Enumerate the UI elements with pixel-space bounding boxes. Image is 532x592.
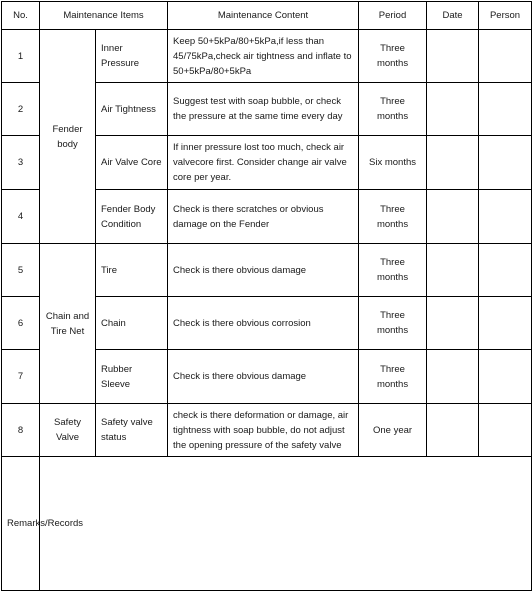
row-date-cell[interactable] xyxy=(427,297,479,350)
header-maintenance-items: Maintenance Items xyxy=(40,2,168,30)
header-maintenance-content: Maintenance Content xyxy=(168,2,359,30)
table-row xyxy=(2,404,532,457)
maintenance-table xyxy=(1,1,532,591)
header-no: No. xyxy=(2,2,40,30)
row-item: Tire xyxy=(96,244,168,297)
row-item: Chain xyxy=(96,297,168,350)
row-person-cell[interactable] xyxy=(479,244,532,297)
header-period: Period xyxy=(359,2,427,30)
group-chain-and-tire-net: Chain and Tire Net xyxy=(40,244,96,404)
group-safety-valve: Safety Valve xyxy=(40,404,96,457)
row-item: Air Tightness xyxy=(96,83,168,136)
row-no: 7 xyxy=(2,350,40,404)
row-date-cell[interactable] xyxy=(427,190,479,244)
group-fender-body: Fender body xyxy=(40,30,96,244)
row-period: Three months xyxy=(359,297,427,350)
row-item: Rubber Sleeve xyxy=(96,350,168,404)
row-content: Check is there obvious damage xyxy=(168,350,359,404)
header-row xyxy=(2,2,532,30)
row-no: 6 xyxy=(2,297,40,350)
remarks-label: Remarks/Records xyxy=(2,457,40,591)
row-date-cell[interactable] xyxy=(427,136,479,190)
table-row xyxy=(2,30,532,83)
row-item: Air Valve Core xyxy=(96,136,168,190)
row-period: One year xyxy=(359,404,427,457)
row-person-cell[interactable] xyxy=(479,190,532,244)
row-period: Three months xyxy=(359,30,427,83)
row-item: Inner Pressure xyxy=(96,30,168,83)
row-date-cell[interactable] xyxy=(427,404,479,457)
row-period: Six months xyxy=(359,136,427,190)
row-period: Three months xyxy=(359,83,427,136)
row-content: Check is there scratches or obvious damage on the Fender xyxy=(168,190,359,244)
row-no: 3 xyxy=(2,136,40,190)
row-content: check is there deformation or damage, air tightness with soap bubble, do not adjust the opening pressure of the safety valve xyxy=(168,404,359,457)
header-date: Date xyxy=(427,2,479,30)
remarks-row xyxy=(2,457,532,591)
row-content: Keep 50+5kPa/80+5kPa,if less than 45/75kPa,check air tightness and inflate to 50+5kPa/80+5kPa xyxy=(168,30,359,83)
row-person-cell[interactable] xyxy=(479,83,532,136)
row-person-cell[interactable] xyxy=(479,404,532,457)
row-no: 8 xyxy=(2,404,40,457)
row-period: Three months xyxy=(359,350,427,404)
row-person-cell[interactable] xyxy=(479,297,532,350)
row-no: 2 xyxy=(2,83,40,136)
row-person-cell[interactable] xyxy=(479,350,532,404)
remarks-records-field[interactable] xyxy=(40,457,532,591)
row-content: Check is there obvious corrosion xyxy=(168,297,359,350)
table-row xyxy=(2,244,532,297)
row-item: Safety valve status xyxy=(96,404,168,457)
row-date-cell[interactable] xyxy=(427,350,479,404)
row-no: 5 xyxy=(2,244,40,297)
row-date-cell[interactable] xyxy=(427,244,479,297)
row-content: If inner pressure lost too much, check air valvecore first. Consider change air valve core per year. xyxy=(168,136,359,190)
row-item: Fender Body Condition xyxy=(96,190,168,244)
row-no: 4 xyxy=(2,190,40,244)
row-date-cell[interactable] xyxy=(427,83,479,136)
row-content: Check is there obvious damage xyxy=(168,244,359,297)
row-period: Three months xyxy=(359,190,427,244)
row-no: 1 xyxy=(2,30,40,83)
row-content: Suggest test with soap bubble, or check the pressure at the same time every day xyxy=(168,83,359,136)
row-period: Three months xyxy=(359,244,427,297)
header-person: Person xyxy=(479,2,532,30)
row-person-cell[interactable] xyxy=(479,136,532,190)
row-person-cell[interactable] xyxy=(479,30,532,83)
row-date-cell[interactable] xyxy=(427,30,479,83)
